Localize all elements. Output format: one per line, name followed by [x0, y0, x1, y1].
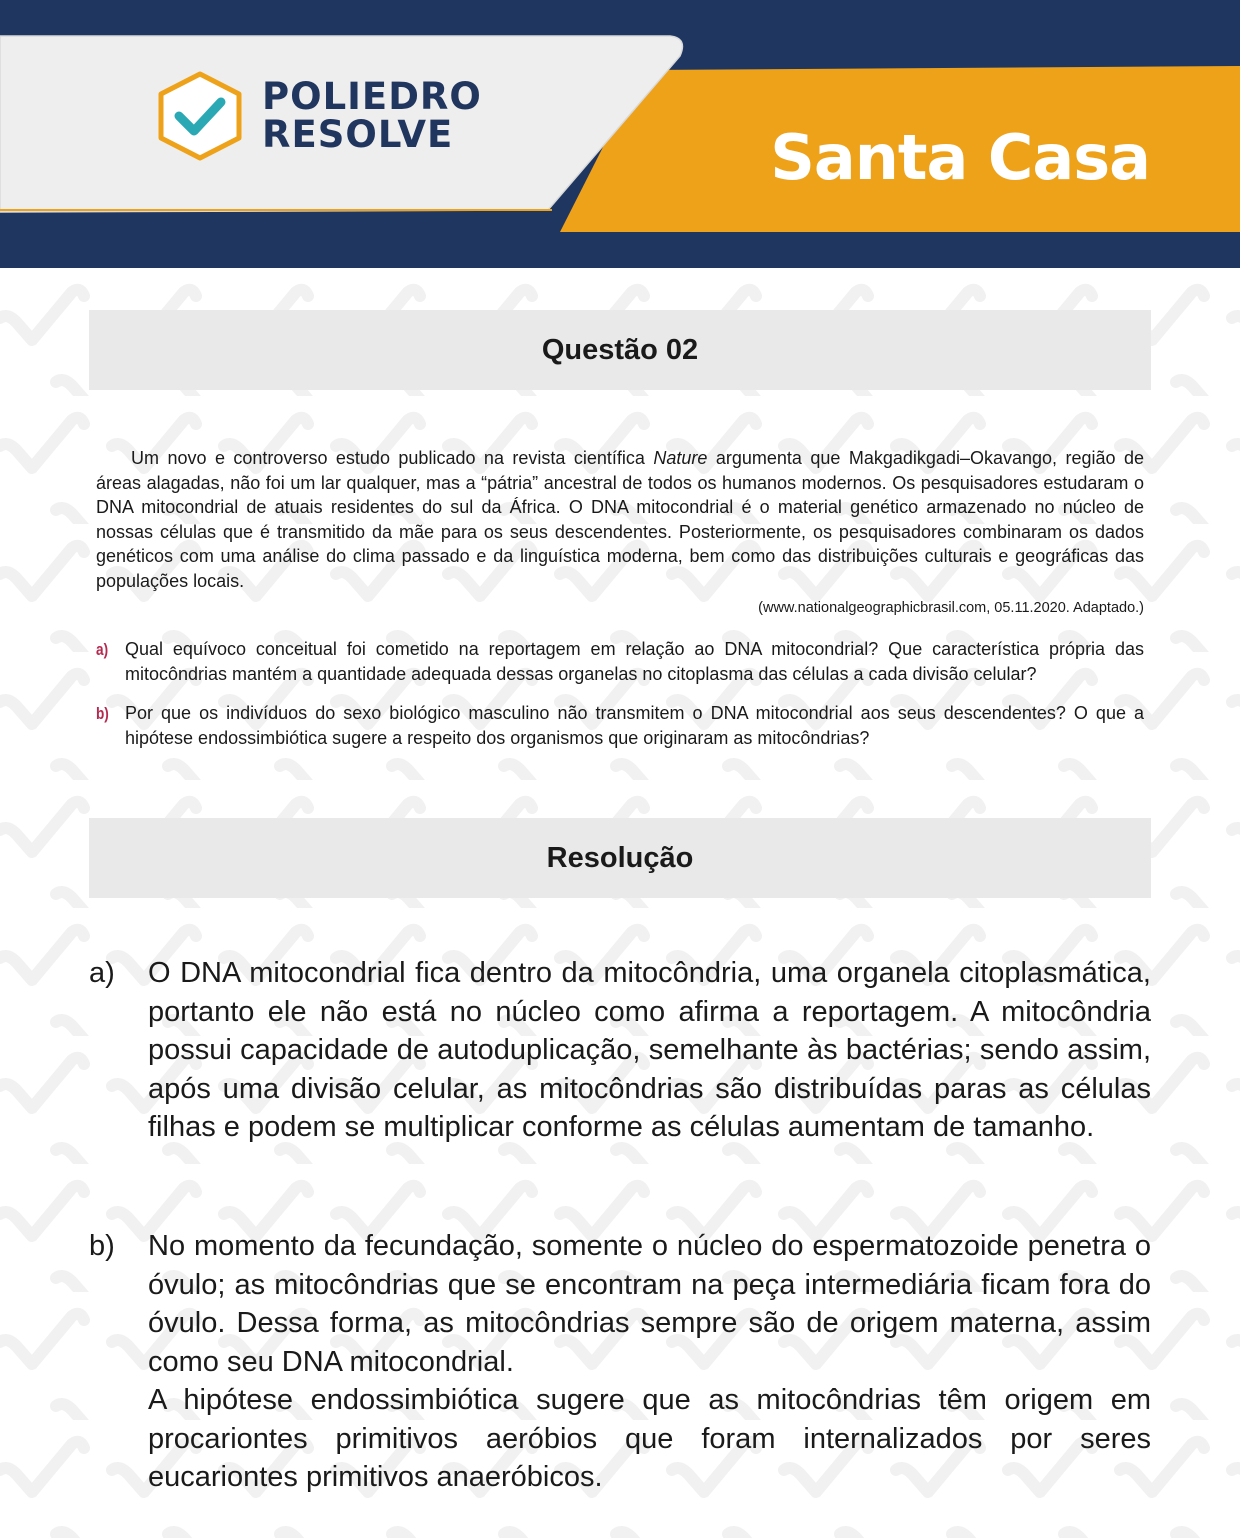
- brand-line-2: RESOLVE: [262, 113, 454, 156]
- resolution-title-bar: [89, 818, 1151, 898]
- exam-title: Santa Casa: [770, 121, 1150, 194]
- brand-line-1: POLIEDRO: [262, 75, 482, 118]
- question-statement: [96, 446, 1144, 593]
- question-item-letter: a): [96, 640, 109, 659]
- resolution-item-letter: b): [89, 1230, 115, 1262]
- resolution-item-text: [148, 954, 1151, 1147]
- brand-wordmark: [262, 75, 482, 156]
- statement-paragraph: [96, 446, 1144, 593]
- resolution-paragraph: O DNA mitocondrial fica dentro da mitocôndria, uma organela citoplasmática, portanto ele não está no núcleo como afirma a reportagem. A mitocôndria possui capacidade de autoduplicação, semelhante às bactérias; sendo assim, após uma divisão celular, as mitocôndrias são distribuídas paras as células filhas e podem se multiplicar conforme as células aumentam de tamanho.: [148, 957, 1151, 1143]
- resolution-item-text: [148, 1227, 1151, 1497]
- question-item-letter: b): [96, 704, 109, 723]
- resolution-paragraph: No momento da fecundação, somente o núcleo do espermatozoide penetra o óvulo; as mitocôndrias que se encontram na peça intermediária ficam fora do óvulo. Dessa forma, as mitocôndrias sempre são de origem materna, assim como seu DNA mitocondrial.: [148, 1230, 1151, 1378]
- statement-source: (www.nationalgeographicbrasil.com, 05.11.2020. Adaptado.): [758, 600, 1144, 616]
- statement-text-end: argumenta que Makgadikgadi–Okavango, região de áreas alagadas, não foi um lar qualquer, mas a “pátria” ancestral de todos os humanos modernos. Os pesquisadores estudaram o DNA mitocondrial de atuais residentes do sul da África. O DNA mitocondrial é o material genético armazenado no núcleo de nossas células que é transmitido da mãe para os seus descendentes. Posteriormente, os pesquisadores combinaram os dados genéticos com uma análise do clima passado e da linguística moderna, bem como das distribuições culturais e geográficas das populações locais.: [96, 448, 1144, 591]
- poliedro-logo-icon: [155, 70, 245, 162]
- resolution-paragraph: A hipótese endossimbiótica sugere que as mitocôndrias têm origem em procariontes primitivos aeróbios que foram internalizados por seres eucariontes primitivos anaeróbicos.: [148, 1384, 1151, 1493]
- question-item-text: Por que os indivíduos do sexo biológico masculino não transmitem o DNA mitocondrial aos seus descendentes? O que a hipótese endossimbiótica sugere a respeito dos organismos que originaram as mitocôndrias?: [125, 703, 1144, 748]
- resolution-title: Resolução: [546, 841, 694, 874]
- question-title: Questão 02: [541, 333, 699, 366]
- resolution-item-letter: a): [89, 957, 115, 989]
- statement-text-start: Um novo e controverso estudo publicado na revista científica: [131, 448, 654, 468]
- statement-journal-name: Nature: [653, 448, 708, 468]
- question-title-bar: [89, 310, 1151, 390]
- header-banner: [0, 0, 1240, 268]
- question-item-text: Qual equívoco conceitual foi cometido na reportagem em relação ao DNA mitocondrial? Que característica própria das mitocôndrias mantém a quantidade adequada dessas organelas no citoplasma das células a cada divisão celular?: [125, 639, 1144, 684]
